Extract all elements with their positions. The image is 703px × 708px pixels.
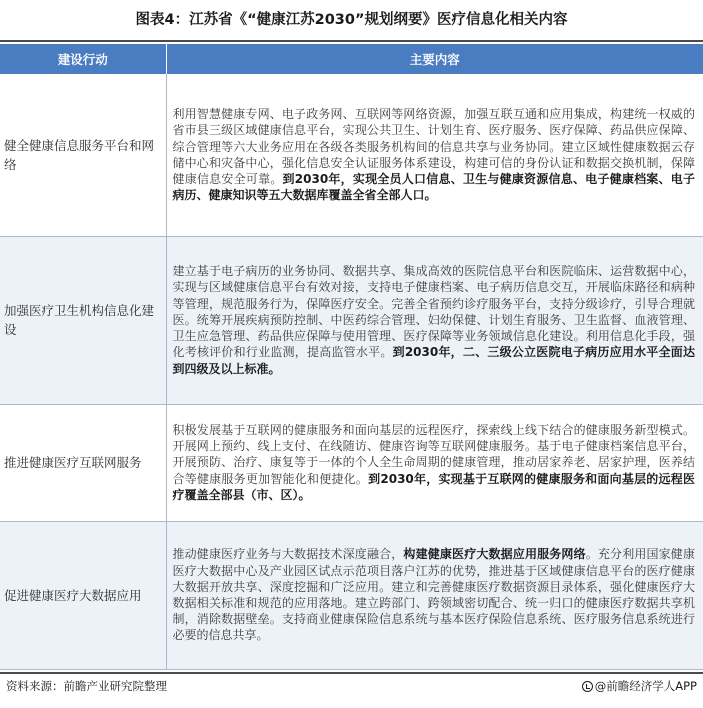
qianzhan-logo-icon <box>582 681 593 692</box>
row-content <box>166 236 703 404</box>
row-highlight-text: 到2030年，二、三级公立医院电子病历应用水平全面达到四级及以上标准。 <box>172 345 695 376</box>
row-content-text-continued: 。充分利用国家健康医疗大数据中心及产业园区试点示范项目落户江苏的优势，推进基于区域健康信息平台的医疗健康大数据开放共享、深度挖掘和广泛应用。建立和完善健康医疗数据资源目录体系，强化健康医疗大数据相关标准和规范的应用落地。建立跨部门、跨领域密切配合、统一归口的健康医疗数据共享机制，消除数据壁垒。支持商业健康保险信息系统与基本医疗保险信息系统、医疗服务信息系统进行必要的信息共享。 <box>172 547 695 643</box>
footer <box>6 678 697 698</box>
row-content-text: 建立基于电子病历的业务协同、数据共享、集成高效的医院信息平台和医院临床、运营数据中心，实现与区域健康信息平台有效对接，支持电子健康档案、电子病历信息交互，开展临床路径和病种等管理，规范服务行为，保障医疗安全。完善全省预约诊疗服务平台，支持分级诊疗，引导合理就医。统筹开展疾病预防控制、中医药综合管理、妇幼保健、计划生育服务、卫生监督、血液管理、卫生应急管理、药品供应保障与使用管理、医疗保障等业务领域信息化建设。利用信息化手段，强化考核评价和行业监测，提高监管水平。 <box>172 264 695 360</box>
content-table <box>0 44 703 670</box>
column-header-content: 主要内容 <box>166 44 703 74</box>
table-row <box>0 404 703 521</box>
column-header-action: 建设行动 <box>0 44 166 74</box>
row-action-label: 健全健康信息服务平台和网络 <box>0 74 166 236</box>
row-content <box>166 521 703 669</box>
row-highlight-text: 到2030年，实现基于互联网的健康服务和面向基层的远程医疗覆盖全部县（市、区）。 <box>172 471 695 502</box>
row-action-label: 促进健康医疗大数据应用 <box>0 521 166 669</box>
row-content <box>166 404 703 521</box>
bottom-rule <box>0 672 703 674</box>
row-action-label: 加强医疗卫生机构信息化建设 <box>0 236 166 404</box>
brand-credit <box>582 678 697 694</box>
row-content-text: 推动健康医疗业务与大数据技术深度融合， <box>172 547 404 562</box>
row-content <box>166 74 703 236</box>
table-row <box>0 74 703 236</box>
row-action-label: 推进健康医疗互联网服务 <box>0 404 166 521</box>
brand-text: @前瞻经济学人APP <box>594 679 697 693</box>
row-highlight-text: 构建健康医疗大数据应用服务网络 <box>403 547 586 562</box>
table-header-row <box>0 44 703 74</box>
source-note: 资料来源：前瞻产业研究院整理 <box>6 679 167 693</box>
top-rule <box>0 40 703 42</box>
table-row <box>0 521 703 669</box>
row-content-text: 积极发展基于互联网的健康服务和面向基层的远程医疗，探索线上线下结合的健康服务新型模式。开展网上预约、线上支付、在线随访、健康咨询等互联网健康服务。基于电子健康档案信息平台，开展预防、治疗、康复等于一体的个人全生命周期的健康管理，推动居家养老、居家护理，医养结合等健康服务更加智能化和便捷化。 <box>172 422 695 486</box>
figure-title: 图表4：江苏省《“健康江苏2030”规划纲要》医疗信息化相关内容 <box>135 12 568 28</box>
row-content-text: 利用智慧健康专网、电子政务网、互联网等网络资源，加强互联互通和应用集成，构建统一权威的省市县三级区域健康信息平台，实现公共卫生、计划生育、医疗服务、医疗保障、药品供应保障、综合管理等六大业务应用在各级各类服务机构间的信息共享与业务协同。建立区域性健康数据云存储中心和灾备中心，强化信息安全认证服务体系建设，构建可信的身份认证和数据交换机制，保障健康信息安全可靠。 <box>172 107 695 186</box>
row-highlight-text: 到2030年，实现全员人口信息、卫生与健康资源信息、电子健康档案、电子病历、健康知识等五大数据库覆盖全省全部人口。 <box>172 171 695 203</box>
table-row <box>0 236 703 404</box>
